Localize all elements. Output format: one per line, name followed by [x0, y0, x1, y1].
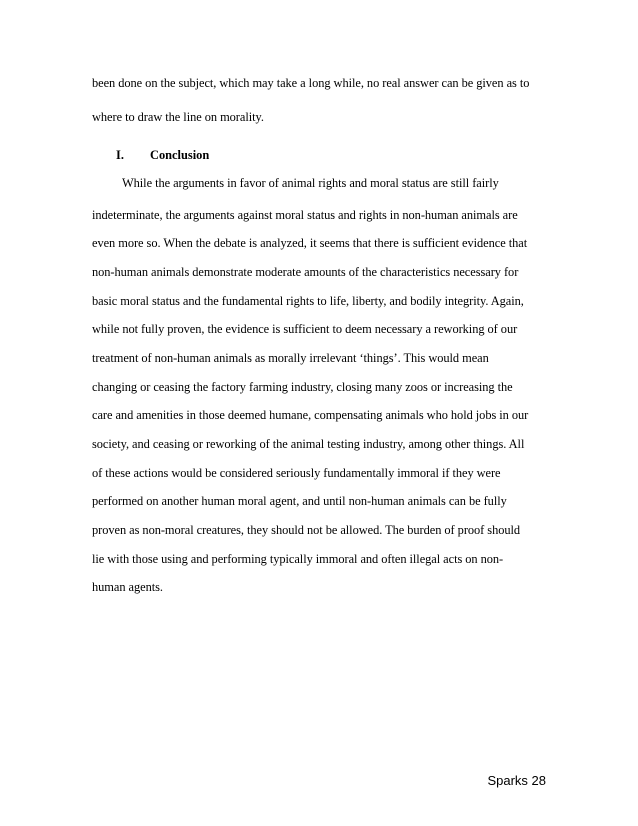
body-text-line: changing or ceasing the factory farming industry, closing many zoos or increasing the [92, 380, 513, 394]
body-text-line: where to draw the line on morality. [92, 110, 264, 124]
body-text-line: while not fully proven, the evidence is sufficient to deem necessary a reworking of our [92, 322, 518, 336]
page-footer: Sparks 28 [487, 773, 546, 788]
body-text-line: care and amenities in those deemed humane, compensating animals who hold jobs in our [92, 408, 529, 422]
body-text-line: basic moral status and the fundamental rights to life, liberty, and bodily integrity. Again, [92, 294, 524, 308]
body-text-line: been done on the subject, which may take a long while, no real answer can be given as to [92, 76, 530, 90]
section-number: I. [116, 148, 124, 162]
body-text-line: society, and ceasing or reworking of the animal testing industry, among other things. All [92, 437, 525, 451]
body-text-line: human agents. [92, 580, 163, 594]
body-text-line: non-human animals demonstrate moderate amounts of the characteristics necessary for [92, 265, 519, 279]
section-title: Conclusion [150, 148, 210, 162]
body-text-line: proven as non-moral creatures, they should not be allowed. The burden of proof should [92, 523, 521, 537]
body-text-line: treatment of non-human animals as morally irrelevant ‘things’. This would mean [92, 351, 489, 365]
body-text-line: of these actions would be considered seriously fundamentally immoral if they were [92, 466, 501, 480]
body-text-line: indeterminate, the arguments against moral status and rights in non-human animals are [92, 208, 518, 222]
body-text-line: While the arguments in favor of animal rights and moral status are still fairly [122, 176, 499, 190]
body-text-line: performed on another human moral agent, and until non-human animals can be fully [92, 494, 507, 508]
body-text-line: even more so. When the debate is analyzed, it seems that there is sufficient evidence that [92, 236, 528, 250]
body-text-line: lie with those using and performing typically immoral and often illegal acts on non- [92, 552, 504, 566]
